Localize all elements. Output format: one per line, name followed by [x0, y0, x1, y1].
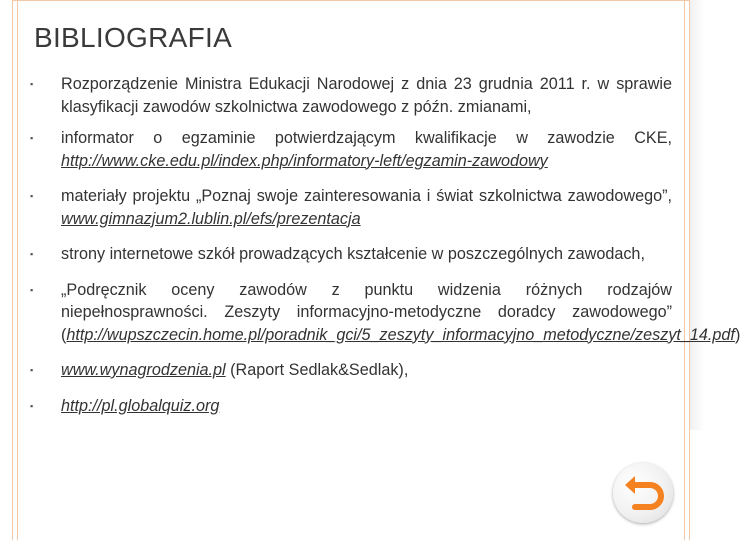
item-text: informator o egzaminie potwierdzającym kwalifikacje w zawodzie CKE, — [61, 129, 672, 147]
list-item — [30, 243, 672, 266]
item-suffix: (Raport Sedlak&Sedlak), — [225, 361, 409, 379]
item-text: strony internetowe szkół prowadzących kształcenie w poszczególnych zawodach, — [61, 245, 645, 263]
list-item — [30, 359, 672, 382]
frame-line-top — [12, 0, 689, 1]
frame-line-left — [12, 0, 13, 540]
list-item — [30, 127, 672, 172]
bibliography-list — [30, 73, 740, 426]
globalquiz-link[interactable]: http://pl.globalquiz.org — [61, 396, 220, 415]
list-item — [30, 185, 672, 230]
item-text: „Podręcznik oceny zawodów z punktu widzenia różnych rodzajów niepełnosprawności. Zeszyty informacyjno-metodyczne doradcy zawodowego” ( — [61, 280, 672, 344]
list-item — [30, 279, 740, 347]
gimnazjum-link[interactable]: www.gimnazjum2.lublin.pl/efs/prezentacja — [61, 209, 361, 228]
frame-line-right-inner — [684, 0, 685, 540]
list-item — [30, 73, 672, 118]
back-button[interactable] — [613, 463, 673, 523]
list-item — [30, 395, 672, 418]
item-suffix: ) — [734, 325, 740, 344]
slide-title: BIBLIOGRAFIA — [34, 22, 233, 53]
back-arrow-icon — [613, 463, 673, 523]
cke-link[interactable]: http://www.cke.edu.pl/index.php/informatory-left/egzamin-zawodowy — [61, 151, 548, 170]
frame-shadow — [690, 0, 704, 430]
item-text: Rozporządzenie Ministra Edukacji Narodowej z dnia 23 grudnia 2011 r. w sprawie klasyfikacji zawodów szkolnictwa zawodowego z późn. zmianami, — [61, 75, 672, 116]
item-text: materiały projektu „Poznaj swoje zainteresowania i świat szkolnictwa zawodowego”, — [61, 187, 672, 205]
frame-line-left-inner — [17, 0, 18, 540]
wup-szczecin-link[interactable]: http://wupszczecin.home.pl/poradnik_gci/5_zeszyty_informacyjno_metodyczne/zeszyt_14.pdf — [66, 325, 735, 344]
wynagrodzenia-link[interactable]: www.wynagrodzenia.pl — [61, 361, 226, 379]
